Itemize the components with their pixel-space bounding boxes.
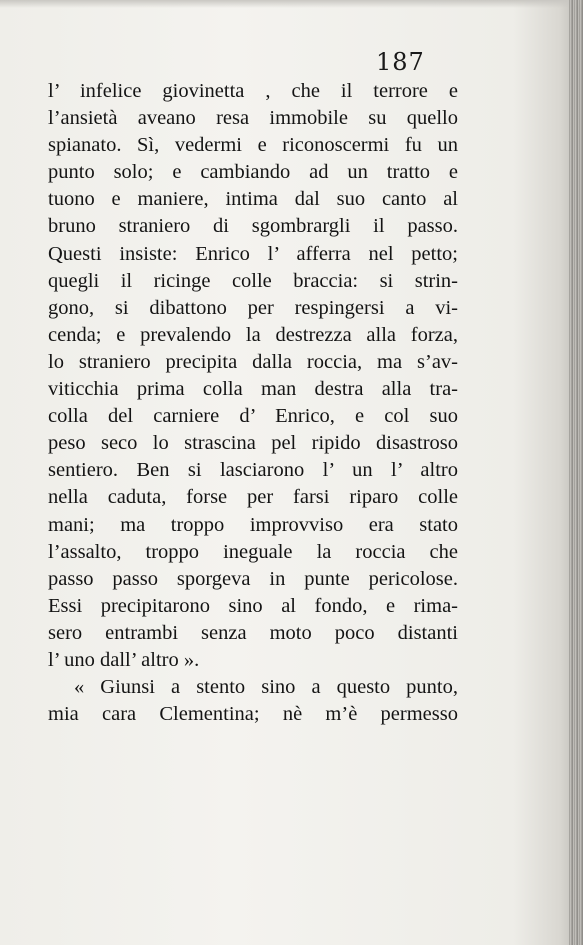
body-text bbox=[48, 78, 458, 728]
text-line: Essi precipitarono sino al fondo, e rima- bbox=[48, 594, 458, 617]
text-line: gono, si dibattono per respingersi a vi- bbox=[48, 296, 458, 319]
page-edge bbox=[569, 0, 583, 945]
text-line: l’ uno dall’ altro ». bbox=[48, 648, 200, 671]
text-line: passo passo sporgeva in punte pericolose. bbox=[48, 567, 458, 590]
text-line: tuono e maniere, intima dal suo canto al bbox=[48, 188, 458, 211]
text-line: cenda; e prevalendo la destrezza alla forza, bbox=[48, 323, 458, 346]
text-line: mani; ma troppo improvviso era stato bbox=[48, 513, 458, 536]
text-line: peso seco lo strascina pel ripido disastroso bbox=[48, 432, 458, 455]
text-line: viticchia prima colla man destra alla tra- bbox=[48, 378, 458, 401]
page-top-shadow bbox=[0, 0, 583, 8]
text-line: « Giunsi a stento sino a questo punto, bbox=[74, 676, 458, 699]
text-line: spianato. Sì, vedermi e riconoscermi fu un bbox=[48, 134, 458, 157]
text-line: sentiero. Ben si lasciarono l’ un l’ altro bbox=[48, 459, 458, 482]
page-number: 187 bbox=[376, 48, 425, 76]
text-line: colla del carniere d’ Enrico, e col suo bbox=[48, 405, 458, 428]
text-line: l’ infelice giovinetta , che il terrore e bbox=[48, 80, 458, 102]
text-line: bruno straniero di sgombrargli il passo. bbox=[48, 215, 458, 238]
text-line: mia cara Clementina; nè m’è permesso bbox=[48, 703, 458, 726]
text-line: Questi insiste: Enrico l’ afferra nel petto; bbox=[48, 242, 458, 265]
text-line: l’assalto, troppo ineguale la roccia che bbox=[48, 540, 458, 563]
text-line: sero entrambi senza moto poco distanti bbox=[48, 621, 458, 644]
text-line: nella caduta, forse per farsi riparo colle bbox=[48, 486, 458, 509]
text-line: lo straniero precipita dalla roccia, ma s’av- bbox=[48, 350, 458, 373]
text-line: l’ansietà aveano resa immobile su quello bbox=[48, 107, 458, 130]
text-line: punto solo; e cambiando ad un tratto e bbox=[48, 161, 458, 184]
text-line: quegli il ricinge colle braccia: si strin- bbox=[48, 269, 458, 292]
